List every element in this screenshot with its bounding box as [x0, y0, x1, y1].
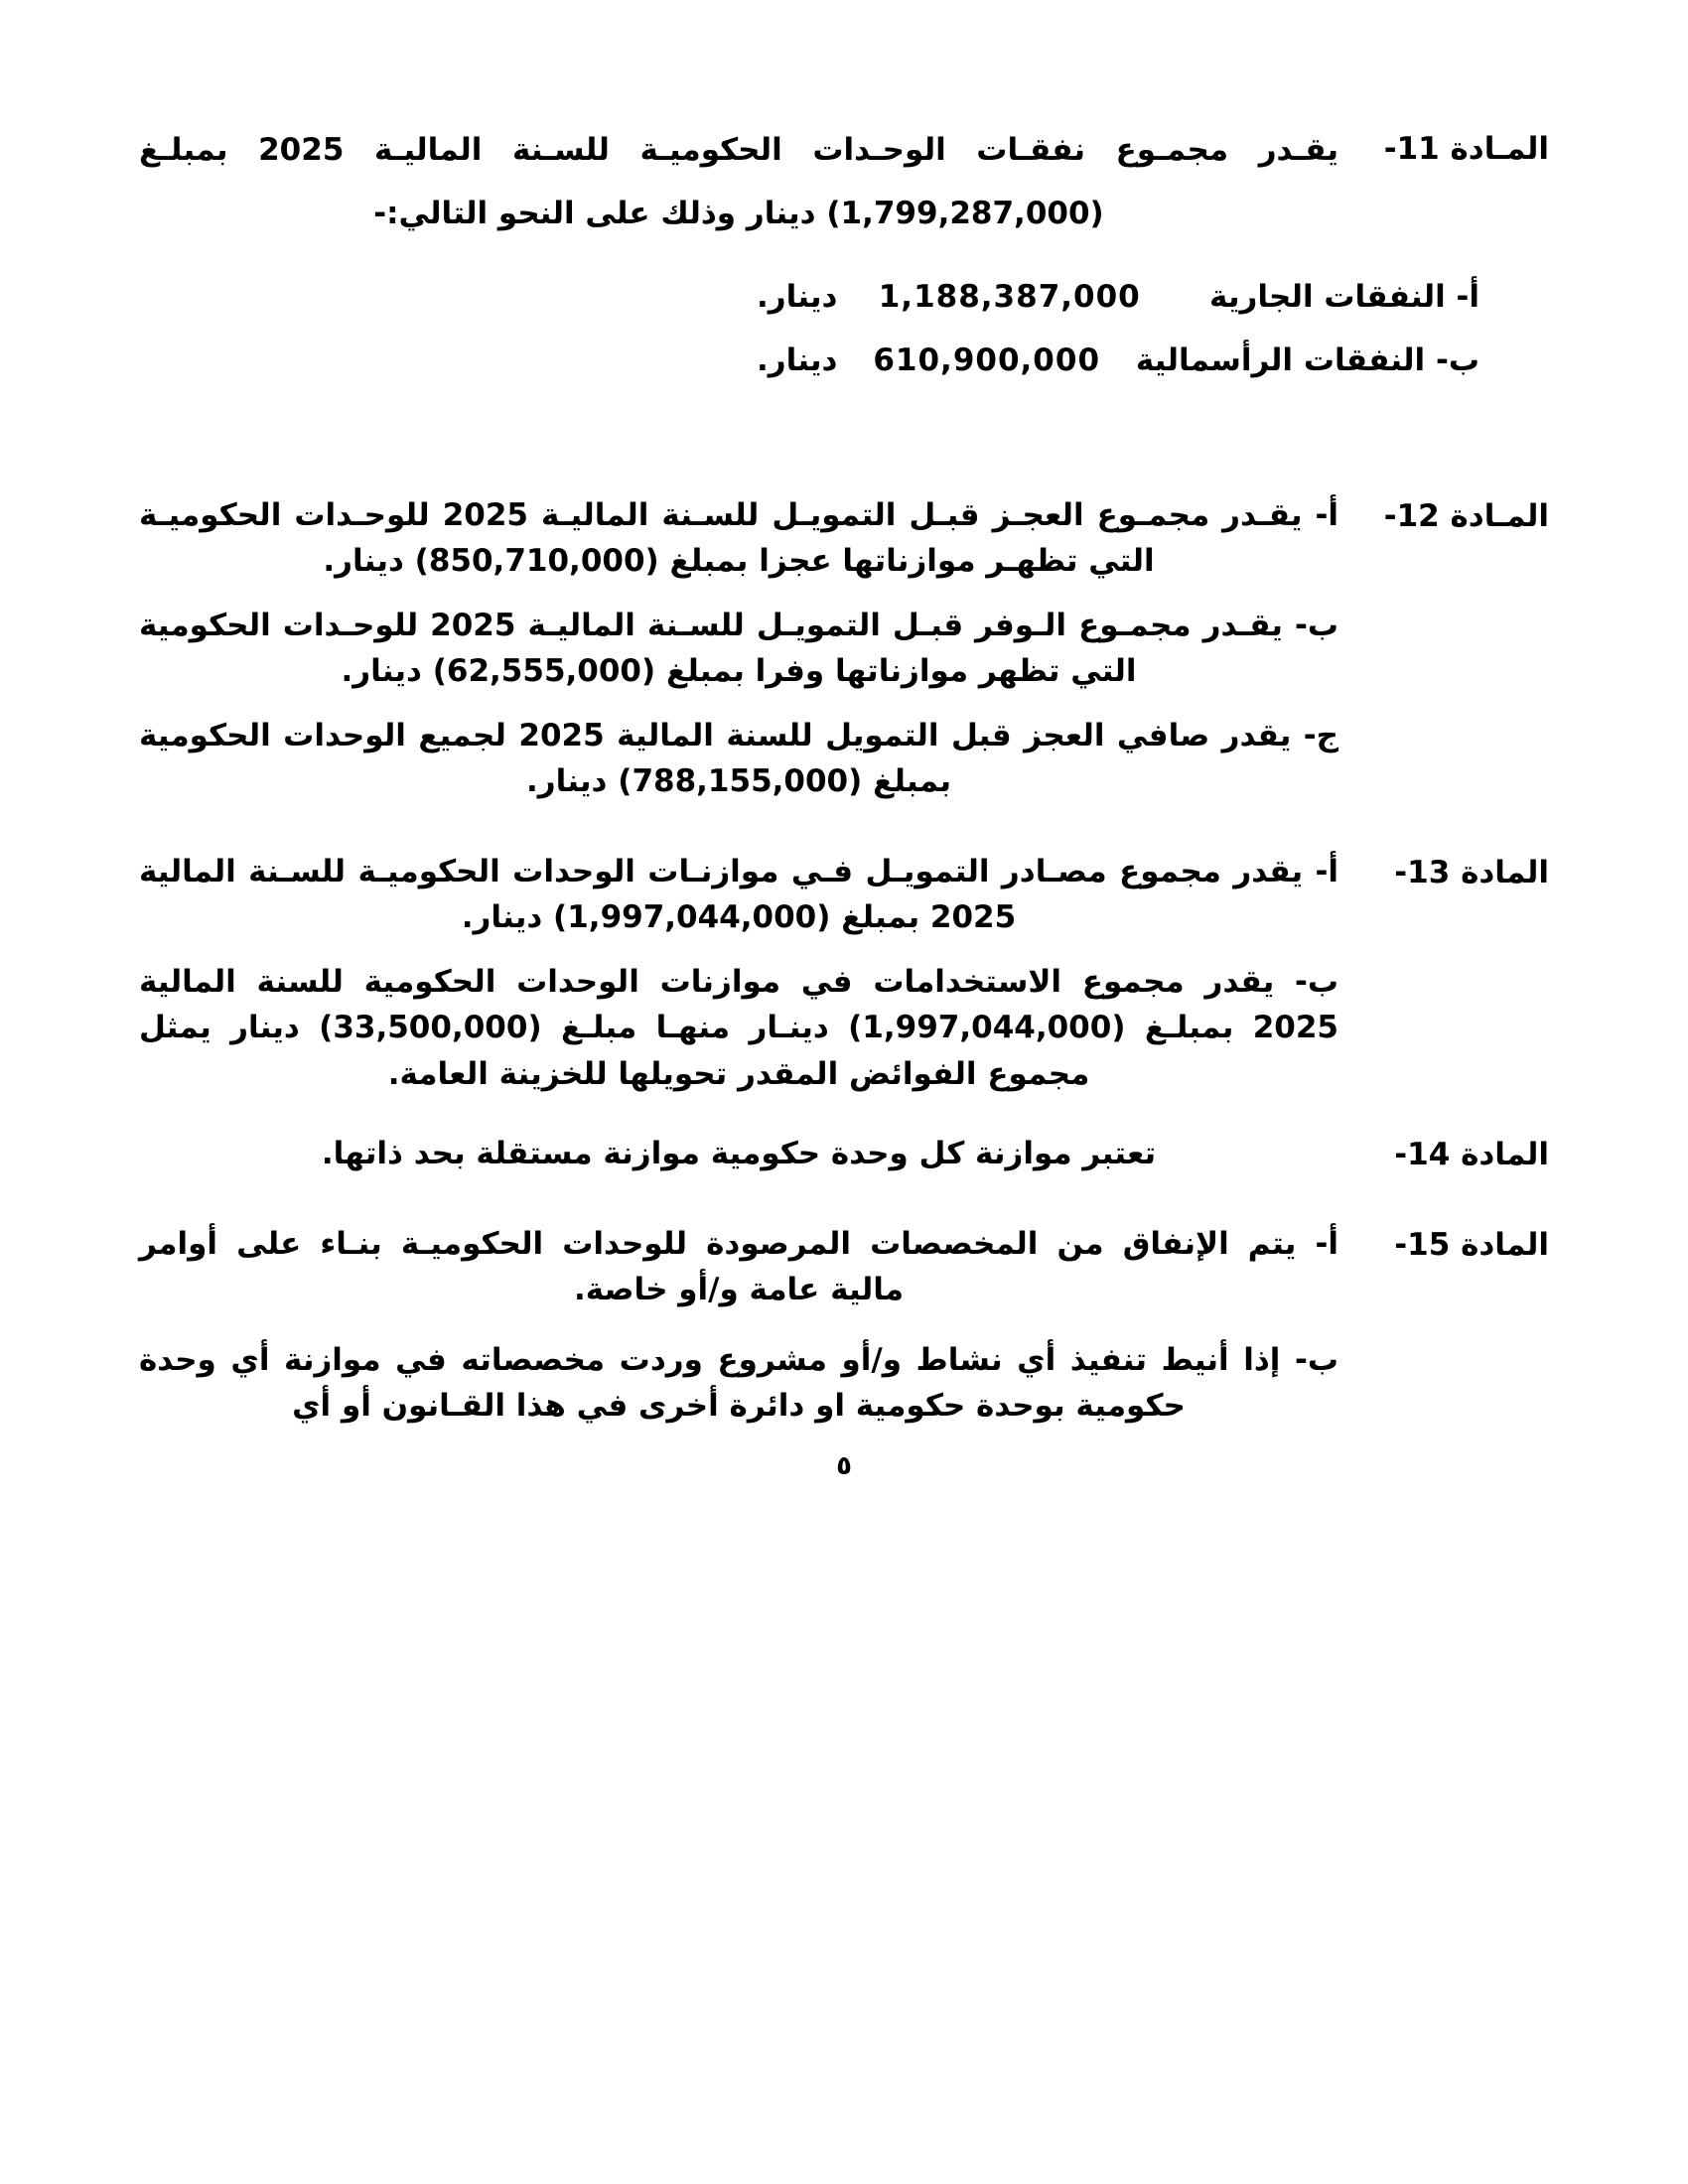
article-12-item-a: أ- يقـدر مجمـوع العجـز قبـل التمويـل للسـنة الماليـة 2025 للوحـدات الحكوميـة التي تظهـر موازناتها عجزا بمبلغ (850,710,000) دينار.: [139, 496, 1338, 580]
article-11-body: [139, 125, 1549, 238]
article-12-item-b: ب- يقـدر مجمـوع الـوفر قبـل التمويـل للسـنة الماليـة 2025 للوحـدات الحكومية التي تظهر موازناتها وفرا بمبلغ (62,555,000) دينار.: [139, 607, 1339, 690]
article-14-body: [139, 1131, 1549, 1177]
article-15-item-a: أ- يتم الإنفاق من المخصصات المرصودة للوحدات الحكوميـة بنـاء على أوامر مالية عامة و/أو خاصة.: [139, 1225, 1338, 1308]
article-11-label: المـادة 11-: [1383, 131, 1549, 167]
article-13-item-a: أ- يقدر مجموع مصـادر التمويـل فـي موازنـات الوحدات الحكوميـة للسـنة المالية 2025 بمبلغ (1,997,044,000) دينار.: [139, 853, 1338, 936]
article-15-body: [139, 1221, 1549, 1430]
row-amount: 1,188,387,000: [878, 279, 1141, 316]
table-row-capital-expenses: [757, 330, 1479, 393]
article-12-label: المـادة 12-: [1383, 497, 1549, 534]
row-item-label: ب- النفقات الرأسمالية: [1135, 341, 1479, 378]
article-13-label: المادة 13-: [1394, 854, 1549, 890]
table-row-current-expenses: [757, 266, 1479, 330]
expenses-table: [757, 266, 1479, 392]
article-11: [139, 125, 1549, 393]
article-15: [139, 1221, 1549, 1430]
row-amount: 610,900,000: [873, 341, 1101, 378]
article-13-item-b: ب- يقدر مجموع الاستخدامات في موازنات الوحدات الحكومية للسنة المالية 2025 بمبلـغ (1,997,044,000) دينـار منهـا مبلـغ (33,500,000) دينار يمثل مجموع الفوائض المقدر تحويلها للخزينة العامة.: [139, 963, 1338, 1092]
row-unit: دينار.: [757, 341, 838, 378]
article-13: [139, 849, 1549, 1098]
page-number: ٥: [836, 1451, 852, 1481]
article-11-amount-line: (1,799,287,000) دينار وذلك على النحو التالي:-: [373, 196, 1104, 232]
row-item-label: أ- النفقات الجارية: [1209, 279, 1479, 316]
article-12: [139, 492, 1549, 805]
article-14-label: المادة 14-: [1394, 1137, 1549, 1173]
article-15-label: المادة 15-: [1394, 1226, 1549, 1263]
article-13-body: [139, 849, 1549, 1098]
row-unit: دينار.: [757, 279, 838, 316]
article-14-text: تعتبر موازنة كل وحدة حكومية موازنة مستقلة بحد ذاتها.: [321, 1136, 1157, 1172]
article-12-item-c: ج- يقدر صافي العجز قبل التمويل للسنة المالية 2025 لجميع الوحدات الحكومية بمبلغ (788,155,000) دينار.: [139, 717, 1338, 800]
article-12-body: [139, 492, 1549, 805]
article-14: [139, 1131, 1549, 1177]
article-15-item-b: ب- إذا أنيط تنفيذ أي نشاط و/أو مشروع وردت مخصصاته في موازنة أي وحدة حكومية بوحدة حكومية او دائرة أخرى في هذا القـانون أو أي: [139, 1341, 1338, 1425]
article-11-intro-line: يقـدر مجمـوع نفقـات الوحـدات الحكوميـة للسـنة الماليـة 2025 بمبلـغ: [139, 132, 1338, 168]
